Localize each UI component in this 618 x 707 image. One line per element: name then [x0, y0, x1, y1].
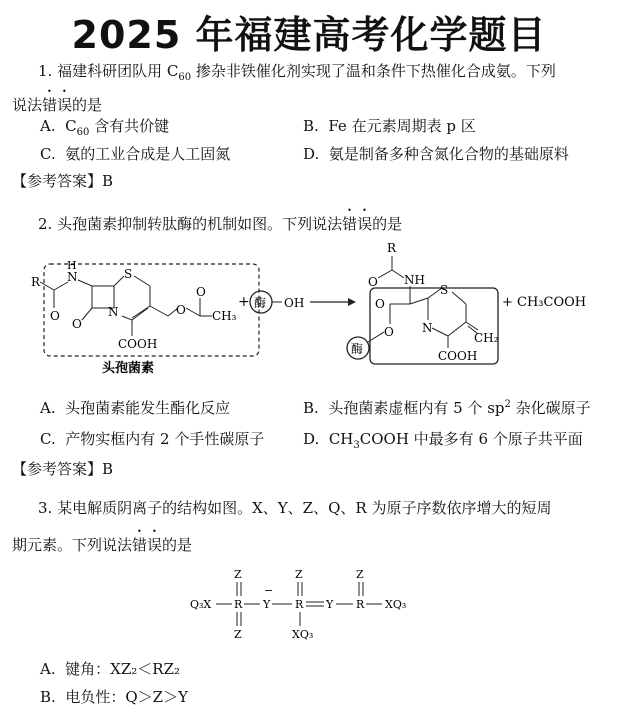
q1-option-c: C. 氨的工业合成是人工固氮: [40, 145, 231, 163]
svg-text:O: O: [50, 309, 60, 323]
svg-text:OH: OH: [284, 296, 305, 310]
svg-text:CH₂: CH₂: [474, 331, 499, 345]
q3-stem-line1: 3. 某电解质阴离子的结构如图。X、Y、Z、Q、R 为原子序数依序增大的短周: [38, 499, 552, 517]
svg-text:R: R: [234, 598, 243, 611]
svg-text:R: R: [387, 241, 397, 255]
svg-text:−: −: [264, 584, 274, 597]
emphasis-text: 错误: [42, 96, 73, 114]
svg-text:N: N: [67, 270, 78, 284]
svg-text:Z: Z: [356, 568, 364, 581]
svg-text:O: O: [368, 275, 378, 289]
q2-answer: 【参考答案】B: [12, 460, 114, 478]
reactant-caption: 头孢菌素: [102, 361, 155, 376]
svg-text:Y: Y: [263, 598, 271, 611]
q1-answer: 【参考答案】B: [12, 172, 114, 190]
page-title: 2025 年福建高考化学题目: [71, 13, 547, 57]
q1-option-b: B. Fe 在元素周期表 p 区: [303, 117, 476, 135]
svg-text:Q₃X: Q₃X: [190, 598, 212, 611]
svg-text:Y: Y: [326, 598, 334, 611]
q2-option-a: A. 头孢菌素能发生酯化反应: [40, 399, 231, 417]
q1-number: 1.: [38, 62, 53, 80]
svg-text:XQ₃: XQ₃: [292, 628, 314, 641]
svg-text:XQ₃: XQ₃: [385, 598, 407, 611]
q1-stem-line1: 1. 福建科研团队用 $C_{60}$ 掺杂非铁催化剂实现了温和条件下热催化合成氨。下列: [38, 62, 556, 83]
svg-text:Z: Z: [295, 568, 303, 581]
svg-text:O: O: [176, 303, 186, 317]
label-r: R: [31, 275, 41, 289]
q3-option-b: B. 电负性：Q＞Z＞Y: [40, 688, 188, 706]
byproduct-label: + CH₃COOH: [502, 295, 587, 310]
emphasis-text: 错误: [132, 536, 163, 554]
emphasis-text: 错误: [342, 215, 373, 233]
svg-text:Z: Z: [234, 568, 242, 581]
q3-option-a: A. 键角：XZ₂＜RZ₂: [40, 660, 181, 678]
svg-text:酶: 酶: [254, 296, 267, 310]
q2-reaction-figure: [0, 236, 618, 388]
svg-text:+: +: [238, 294, 250, 310]
svg-text:N: N: [422, 321, 433, 335]
svg-text:O: O: [375, 297, 385, 311]
q2-option-d: D. $CH_3COOH$ 中最多有 6 个原子共平面: [303, 430, 583, 451]
svg-text:CH₃: CH₃: [212, 309, 237, 323]
svg-text:S: S: [440, 283, 449, 297]
q2-option-b: B. 头孢菌素虚框内有 5 个 $sp^2$ 杂化碳原子: [303, 399, 591, 417]
svg-text:Z: Z: [234, 628, 242, 641]
svg-text:COOH: COOH: [438, 349, 478, 363]
q2-stem: 2. 头孢菌素抑制转肽酶的机制如图。下列说法错误的是: [38, 215, 403, 233]
q1-option-a: A. $C_{60}$ 含有共价键: [40, 117, 170, 138]
q3-anion-figure: [0, 560, 618, 646]
svg-text:N: N: [108, 305, 119, 319]
q1-stem-line2: 说法错误的是: [12, 96, 103, 114]
bond: [40, 282, 54, 290]
svg-text:O: O: [72, 317, 82, 331]
svg-text:R: R: [295, 598, 304, 611]
svg-text:酶: 酶: [351, 342, 364, 356]
svg-text:S: S: [124, 267, 133, 281]
svg-text:R: R: [356, 598, 365, 611]
svg-text:COOH: COOH: [118, 337, 158, 351]
svg-text:O: O: [384, 325, 394, 339]
q1-option-d: D. 氨是制备多种含氮化合物的基础原料: [303, 145, 569, 163]
svg-text:H: H: [67, 259, 77, 272]
q3-number: 3.: [38, 499, 53, 517]
q2-option-c: C. 产物实框内有 2 个手性碳原子: [40, 430, 265, 448]
q2-number: 2.: [38, 215, 53, 233]
q3-stem-line2: 期元素。下列说法错误的是: [12, 536, 193, 554]
svg-text:NH: NH: [404, 273, 425, 287]
svg-text:O: O: [196, 285, 206, 299]
